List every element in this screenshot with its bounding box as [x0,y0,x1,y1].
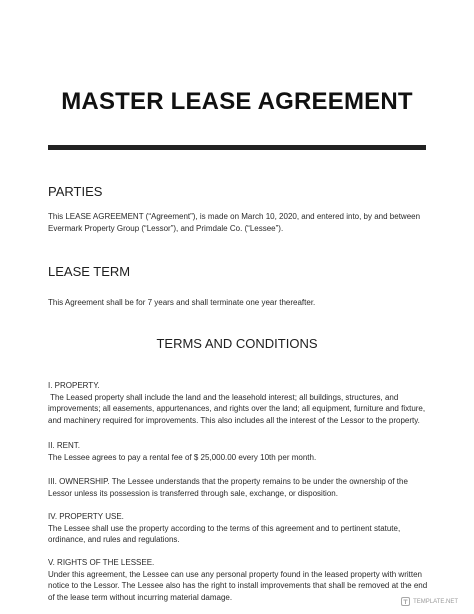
title-divider [48,145,426,150]
text-line: and machinery required for improvements. This also includes all the interest of the Lessor to the property. [48,415,420,425]
lease-term-heading: LEASE TERM [48,264,131,279]
property-clause [48,380,438,426]
text-line: improvements; all easements, appurtenances, and rights over the land; all equipment, furniture and fixture, [48,404,426,413]
parties-heading: PARTIES [48,184,103,199]
text-line: This LEASE AGREEMENT (“Agreement”), is made on March 10, 2020, and entered into, by and between [48,212,421,221]
text-line: V. RIGHTS OF THE LESSEE. [48,558,155,567]
lease-term-paragraph [48,297,438,309]
ownership-clause [48,476,438,499]
text-line: The Lessee shall use the property according to the terms of this agreement and to pertinent statute, [48,523,401,533]
rights-clause [48,557,438,603]
text-line: ordinance, and rules and regulations. [48,535,180,544]
text-line: II. RENT. [48,441,81,450]
text-line: I. PROPERTY. [48,381,100,390]
text-line: IV. PROPERTY USE. [48,512,124,521]
text-line: III. OWNERSHIP. The Lessee understands that the property remains to be under the ownership of the [48,477,408,486]
rent-clause [48,440,438,463]
watermark-badge [401,597,458,606]
terms-heading: TERMS AND CONDITIONS [156,336,318,351]
text-line: Lessor unless its possession is transferred through sale, exchange, or disposition. [48,488,338,498]
text-line: notice to the Lessor. The Lessee also has the right to install improvements that shall be removed at the end [48,581,428,590]
text-line: Under this agreement, the Lessee can use any personal property found in the leased property with written [48,569,422,579]
watermark-text: TEMPLATE.NET [413,598,458,605]
parties-paragraph [48,211,438,234]
property-use-clause [48,511,438,546]
text-line: Evermark Property Group (“Lessor”), and Primdale Co. (“Lessee”). [48,223,284,233]
text-line: The Lessee agrees to pay a rental fee of $ 25,000.00 every 10th per month. [48,452,317,462]
text-line: of the lease term without incurring material damage. [48,592,233,602]
text-line: The Leased property shall include the land and the leasehold interest; all buildings, structures, and [48,392,399,402]
text-line: This Agreement shall be for 7 years and shall terminate one year thereafter. [48,298,316,307]
document-title: MASTER LEASE AGREEMENT [61,88,413,115]
template-logo-icon [401,597,410,606]
